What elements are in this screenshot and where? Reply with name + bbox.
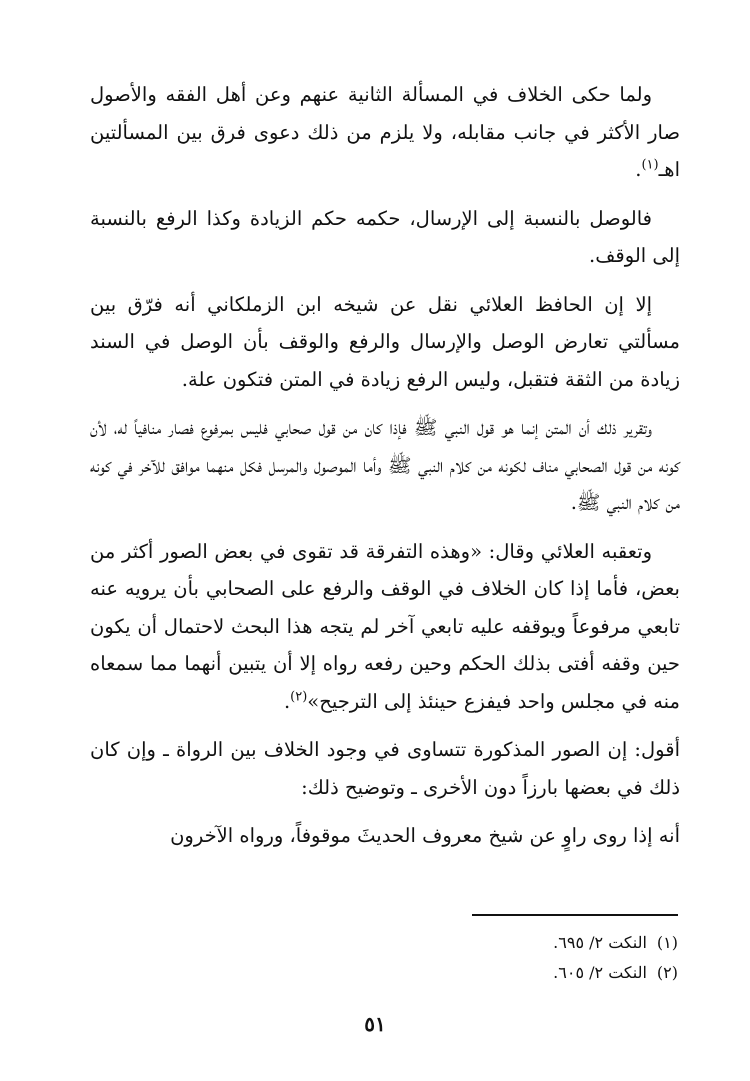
footnote-1 bbox=[278, 928, 678, 958]
paragraph-3 bbox=[90, 286, 680, 399]
paragraph-4 bbox=[90, 409, 680, 522]
paragraph-text: وتقرير ذلك أن المتن إنما هو قول النبي ﷺ فإذا كان من قول صحابي فليس بمرفوع فصار منافياً له، لأن كونه من قول الصحابي مناف لكونه من كلام النبي ﷺ وأما الموصول والمرسل فكل منهما موافق للآخر في كونه من كلام النبي ﷺ. bbox=[90, 416, 680, 514]
paragraph-1 bbox=[90, 76, 680, 189]
paragraph-text: أنه إذا روى راوٍ عن شيخ معروف الحديثَ موقوفاً، ورواه الآخرون bbox=[170, 824, 680, 847]
footnote-text: النكت ٢/ ٦٩٥. bbox=[553, 933, 647, 952]
footnote-number: (١) bbox=[656, 933, 678, 952]
paragraph-6 bbox=[90, 731, 680, 806]
paragraph-text: ولما حكى الخلاف في المسألة الثانية عنهم وعن أهل الفقه والأصول صار الأكثر في جانب مقابله، ولا يلزم من ذلك دعوى فرق بين المسألتين اهـ bbox=[90, 83, 680, 181]
footnote-reference-1: (١) bbox=[641, 157, 659, 173]
paragraph-7 bbox=[90, 817, 680, 855]
paragraph-text: وتعقبه العلائي وقال: «وهذه التفرقة قد تقوى في بعض الصور أكثر من بعض، فأما إذا كان الخلاف في الوقف والرفع على الصحابي بأن يرويه عنه تابعي مرفوعاً ويوقفه عليه تابعي آخر لم يتجه هذا البحث لاحتمال أن يكون حين وقفه أفتى بذلك الحكم وحين رفعه رواه إلا أن يتبين أنهما مما سمعاه منه في مجلس واحد فيفزع حينئذ إلى الترجيح» bbox=[90, 539, 680, 713]
page-number: ٥١ bbox=[364, 1012, 386, 1036]
main-text bbox=[90, 76, 680, 866]
paragraph-2 bbox=[90, 200, 680, 275]
paragraph-5 bbox=[90, 533, 680, 721]
footnote-separator bbox=[472, 914, 678, 916]
footnote-number: (٢) bbox=[656, 963, 678, 982]
footnote-reference-2: (٢) bbox=[290, 689, 308, 704]
paragraph-text: إلا إن الحافظ العلائي نقل عن شيخه ابن الزملكاني أنه فرّق بين مسألتي تعارض الوصل والإرسال والرفع والوقف بأن الوصل في السند زيادة من الثقة فتقبل، وليس الرفع زيادة في المتن فتكون علة. bbox=[90, 292, 680, 391]
paragraph-text: أقول: إن الصور المذكورة تتساوى في وجود الخلاف بين الرواة ـ وإن كان ذلك في بعضها بارزاً دون الأخرى ـ وتوضيح ذلك: bbox=[90, 738, 680, 799]
footnote-text: النكت ٢/ ٦٠٥. bbox=[553, 963, 647, 982]
paragraph-tail: . bbox=[635, 158, 642, 181]
paragraph-text: فالوصل بالنسبة إلى الإرسال، حكمه حكم الزيادة وكذا الرفع بالنسبة إلى الوقف. bbox=[90, 206, 680, 267]
paragraph-tail: . bbox=[283, 689, 291, 713]
footnote-2 bbox=[278, 958, 678, 988]
footnotes bbox=[278, 928, 678, 988]
